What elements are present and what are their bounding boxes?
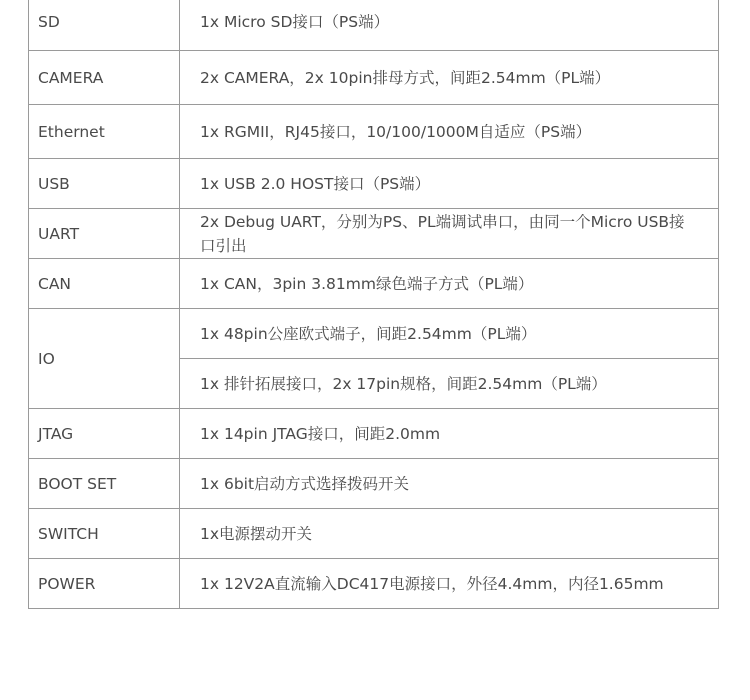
spec-table xyxy=(28,0,719,609)
table-row xyxy=(29,559,719,609)
spec-name-cell: CAMERA xyxy=(29,51,180,105)
table-row xyxy=(29,259,719,309)
table-row xyxy=(29,309,719,359)
spec-value-cell: 1x 14pin JTAG接口，间距2.0mm xyxy=(180,409,719,459)
spec-value-cell: 1x Micro SD接口（PS端） xyxy=(180,0,719,51)
table-row xyxy=(29,209,719,259)
table-row xyxy=(29,159,719,209)
spec-name-cell: UART xyxy=(29,209,180,259)
table-row xyxy=(29,409,719,459)
table-row xyxy=(29,105,719,159)
spec-value-cell: 1x电源摆动开关 xyxy=(180,509,719,559)
spec-name-cell: BOOT SET xyxy=(29,459,180,509)
spec-name-cell: IO xyxy=(29,309,180,409)
spec-name-cell: Ethernet xyxy=(29,105,180,159)
spec-value-cell: 1x 排针拓展接口，2x 17pin规格，间距2.54mm（PL端） xyxy=(180,359,719,409)
spec-value-cell: 2x Debug UART，分别为PS、PL端调试串口，由同一个Micro USB接口引出 xyxy=(180,209,719,259)
spec-value-cell: 1x USB 2.0 HOST接口（PS端） xyxy=(180,159,719,209)
spec-value-cell: 1x 12V2A直流输入DC417电源接口，外径4.4mm，内径1.65mm xyxy=(180,559,719,609)
spec-name-cell: USB xyxy=(29,159,180,209)
spec-value-cell: 2x CAMERA，2x 10pin排母方式，间距2.54mm（PL端） xyxy=(180,51,719,105)
spec-value-cell: 1x 6bit启动方式选择拨码开关 xyxy=(180,459,719,509)
spec-value-cell: 1x RGMII，RJ45接口，10/100/1000M自适应（PS端） xyxy=(180,105,719,159)
spec-name-cell: SD xyxy=(29,0,180,51)
spec-table-body xyxy=(29,0,719,609)
spec-name-cell: SWITCH xyxy=(29,509,180,559)
spec-name-cell: JTAG xyxy=(29,409,180,459)
table-row xyxy=(29,459,719,509)
spec-name-cell: POWER xyxy=(29,559,180,609)
table-row xyxy=(29,509,719,559)
spec-name-cell: CAN xyxy=(29,259,180,309)
table-row xyxy=(29,0,719,51)
spec-value-cell: 1x 48pin公座欧式端子，间距2.54mm（PL端） xyxy=(180,309,719,359)
table-row xyxy=(29,51,719,105)
spec-value-cell: 1x CAN，3pin 3.81mm绿色端子方式（PL端） xyxy=(180,259,719,309)
